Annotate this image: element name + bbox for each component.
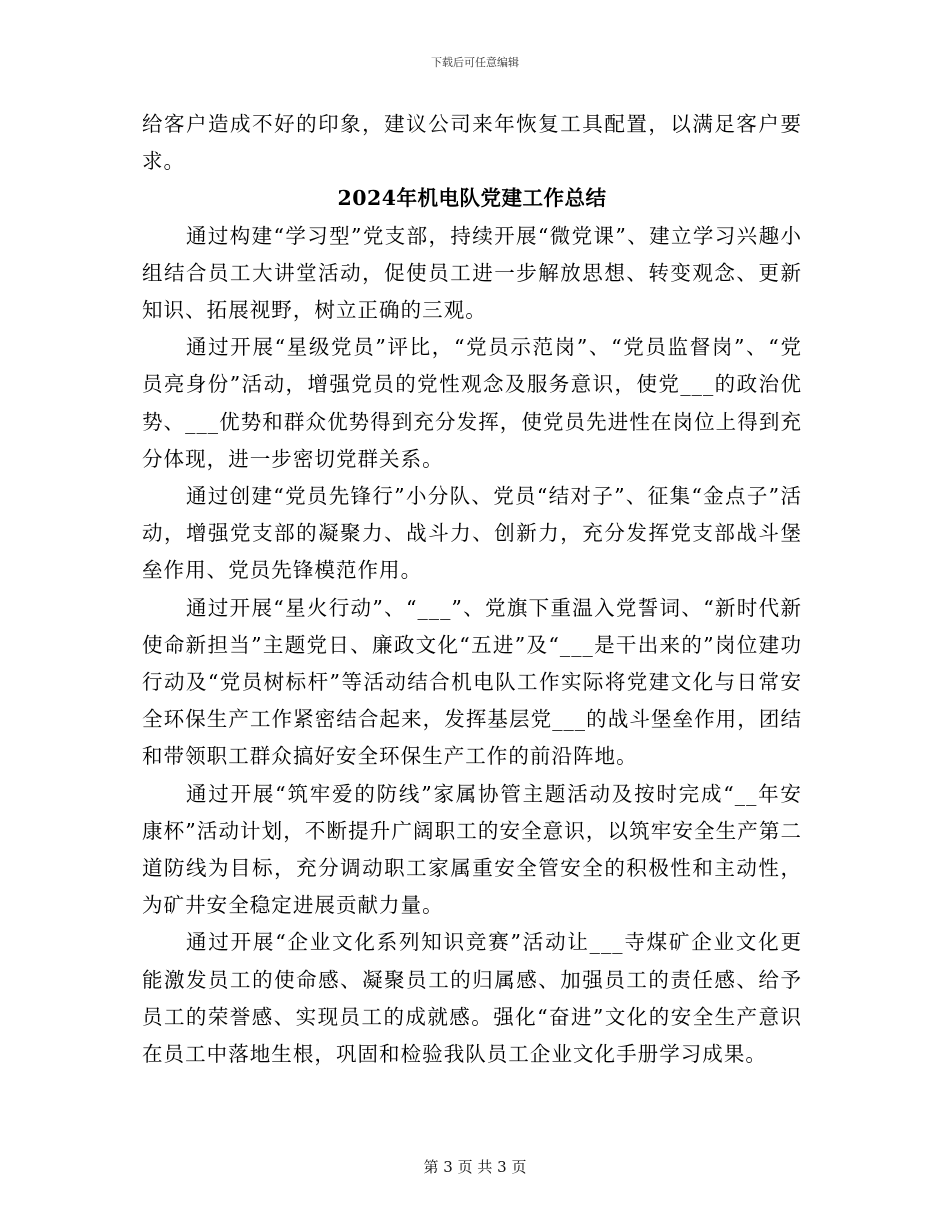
page-number: 第 3 页 共 3 页 — [423, 1158, 527, 1176]
header-note: 下载后可任意编辑 — [431, 56, 519, 69]
intro-paragraph: 给客户造成不好的印象，建议公司来年恢复工具配置，以满足客户要求。 — [142, 112, 802, 174]
paragraph-1: 通过构建“学习型”党支部，持续开展“微党课”、建立学习兴趣小组结合员工大讲堂活动，促使员工进一步解放思想、转变观念、更新知识、拓展视野，树立正确的三观。 — [142, 223, 802, 323]
document-body — [142, 106, 802, 1073]
paragraph-6: 通过开展“企业文化系列知识竞赛”活动让___寺煤矿企业文化更能激发员工的使命感、凝聚员工的归属感、加强员工的责任感、给予员工的荣誉感、实现员工的成就感。强化“奋进”文化的安全生产意识在员工中落地生根，巩固和检验我队员工企业文化手册学习成果。 — [142, 930, 802, 1067]
document-title: 2024年机电队党建工作总结 — [337, 186, 607, 211]
paragraph-5: 通过开展“筑牢爱的防线”家属协管主题活动及按时完成“__年安康杯”活动计划，不断提升广阔职工的安全意识，以筑牢安全生产第二道防线为目标，充分调动职工家属重安全管安全的积极性和主动性，为矿井安全稳定进展贡献力量。 — [142, 781, 802, 918]
paragraph-4: 通过开展“星火行动”、“___”、党旗下重温入党誓词、“新时代新使命新担当”主题党日、廉政文化“五进”及“___是干出来的”岗位建功行动及“党员树标杆”等活动结合机电队工作实际将党建文化与日常安全环保生产工作紧密结合起来，发挥基层党___的战斗堡垒作用，团结和带领职工群众搞好安全环保生产工作的前沿阵地。 — [142, 595, 802, 769]
paragraph-3: 通过创建“党员先锋行”小分队、党员“结对子”、征集“金点子”活动，增强党支部的凝聚力、战斗力、创新力，充分发挥党支部战斗堡垒作用、党员先锋模范作用。 — [142, 484, 802, 583]
paragraph-2: 通过开展“星级党员”评比，“党员示范岗”、“党员监督岗”、“党员亮身份”活动，增强党员的党性观念及服务意识，使党___的政治优势、___优势和群众优势得到充分发挥，使党员先进性在岗位上得到充分体现，进一步密切党群关系。 — [142, 335, 802, 471]
